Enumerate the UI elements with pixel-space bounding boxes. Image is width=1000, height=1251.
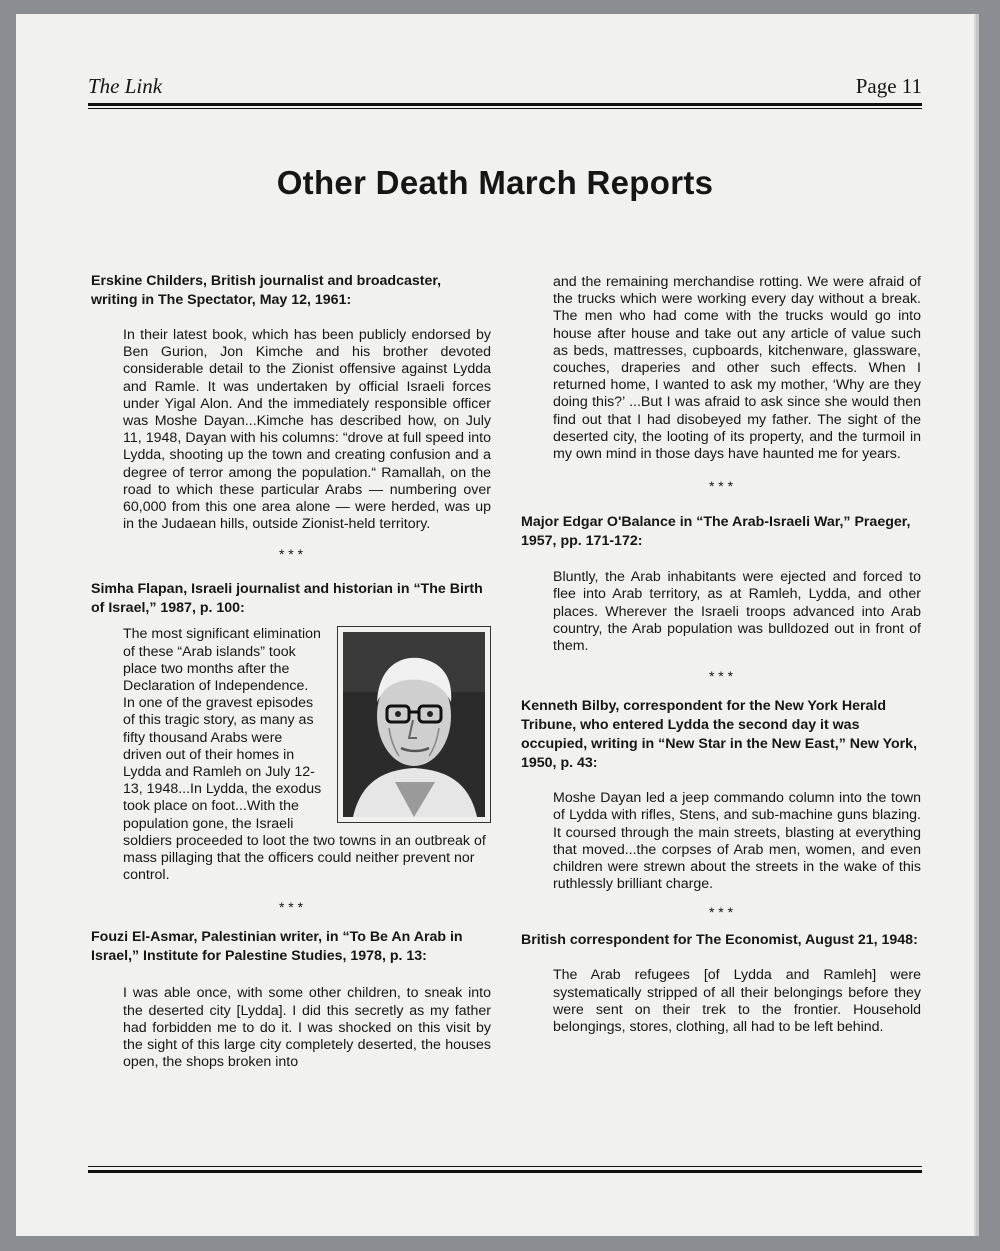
quote-el-asmar-continued: and the remaining merchandise rotting. We were afraid of the trucks which were working every day without a break. The men who had come with the trucks would go into house after house and take out any article of value such as beds, mattresses, cupboards, kitchenware, glassware, couches, draperies and other such effects. When I returned home, I wanted to ask my mother, ‘Why are they doing this?’ ...But I was afraid to ask since she would then find out that I had disobeyed my father. The sight of the deserted city, the looting of its property, and the turmoil in my own mind in those days have haunted me for years. [553,274,921,463]
footer-rule-thin [88,1166,922,1167]
running-title: The Link [88,74,163,98]
quote-economist: The Arab refugees [of Lydda and Ramleh] were systematically stripped of all their belongings before they were sent on their trek to the frontier. Household belongings, stores, clothing, all had to be left behind. [553,967,921,1036]
left-column [91,272,491,1072]
right-column [521,272,921,1036]
page-header [88,74,922,104]
quote-obalance: Bluntly, the Arab inhabitants were ejected and forced to flee into Arab territory, as at Ramleh, Lydda, and other places. Wherever the Israeli troops advanced into Arab country, the Arab population was bulldozed out in front of them. [553,569,921,655]
source-obalance: Major Edgar O'Balance in “The Arab-Israeli War,” Praeger, 1957, pp. 171-172: [521,514,911,550]
separator: * * * [278,546,304,563]
separator: * * * [278,899,304,916]
source-bilby: Kenneth Bilby, correspondent for the New York Herald Tribune, who entered Lydda the second day it was occupied, writing in “New Star in the New East,” New York, 1950, p. 43: [521,698,918,772]
header-rule-thin [88,108,922,109]
portrait-photo [337,626,491,823]
separator: * * * [708,668,734,685]
page-number: Page 11 [855,74,922,98]
footer-rule [88,1170,922,1173]
source-economist: British correspondent for The Economist, August 21, 1948: [521,932,918,949]
quote-bilby: Moshe Dayan led a jeep commando column into the town of Lydda with rifles, Stens, and sub-machine guns blazing. It coursed through the main streets, blasting at everything that moved...the corpses of Arab men, women, and even children were strewn about the streets in the wake of this ruthlessly brilliant charge. [553,790,921,893]
source-flapan: Simha Flapan, Israeli journalist and historian in “The Birth of Israel,” 1987, p. 100: [91,581,483,617]
quote-flapan: The most significant elimination of these “Arab islands” took place two months after the Declaration of Independence. In one of the gravest episodes of this tragic story, as many as fifty thousand Arabs were driven out of their homes in Lydda and Ramleh on July 12-13, 1948...In Lydda, the exodus took place on foot...With the population gone, the Israeli soldiers proceeded to loot the two towns in an outbreak of mass pillaging that the officers could neither prevent nor control. [123,626,486,884]
header-rule [88,103,922,106]
source-childers: Erskine Childers, British journalist and broadcaster, writing in The Spectator, May 12, 1961: [91,273,442,308]
separator: * * * [708,478,734,495]
portrait-image [343,632,485,817]
quote-el-asmar-start: I was able once, with some other children, to sneak into the deserted city [Lydda]. I did this secretly as my father had forbidden me to do it. I was shocked on this visit by the sight of this large city completely deserted, the houses open, the shops broken into [123,985,491,1071]
page-sheet [16,14,974,1236]
quote-childers: In their latest book, which has been publicly endorsed by Ben Gurion, Jon Kimche and his brother devoted considerable detail to the Zionist offensive against Lydda and Ramle. It was undertaken by official Israeli forces under Yigal Alon. And the immediately responsible officer was Moshe Dayan...Kimche has described how, on July 11, 1948, Dayan with his columns: “drove at full speed into Lydda, shooting up the town and creating confusion and a degree of terror among the population.“ Ramallah, on the road to which these particular Arabs — numbering over 60,000 from this one area alone — were herded, was up in the Judaean hills, outside Zionist-held territory. [123,327,491,533]
page-title: Other Death March Reports [276,164,714,201]
separator: * * * [708,904,734,921]
source-el-asmar: Fouzi El-Asmar, Palestinian writer, in “To Be An Arab in Israel,” Institute for Palestine Studies, 1978, p. 13: [91,929,463,965]
